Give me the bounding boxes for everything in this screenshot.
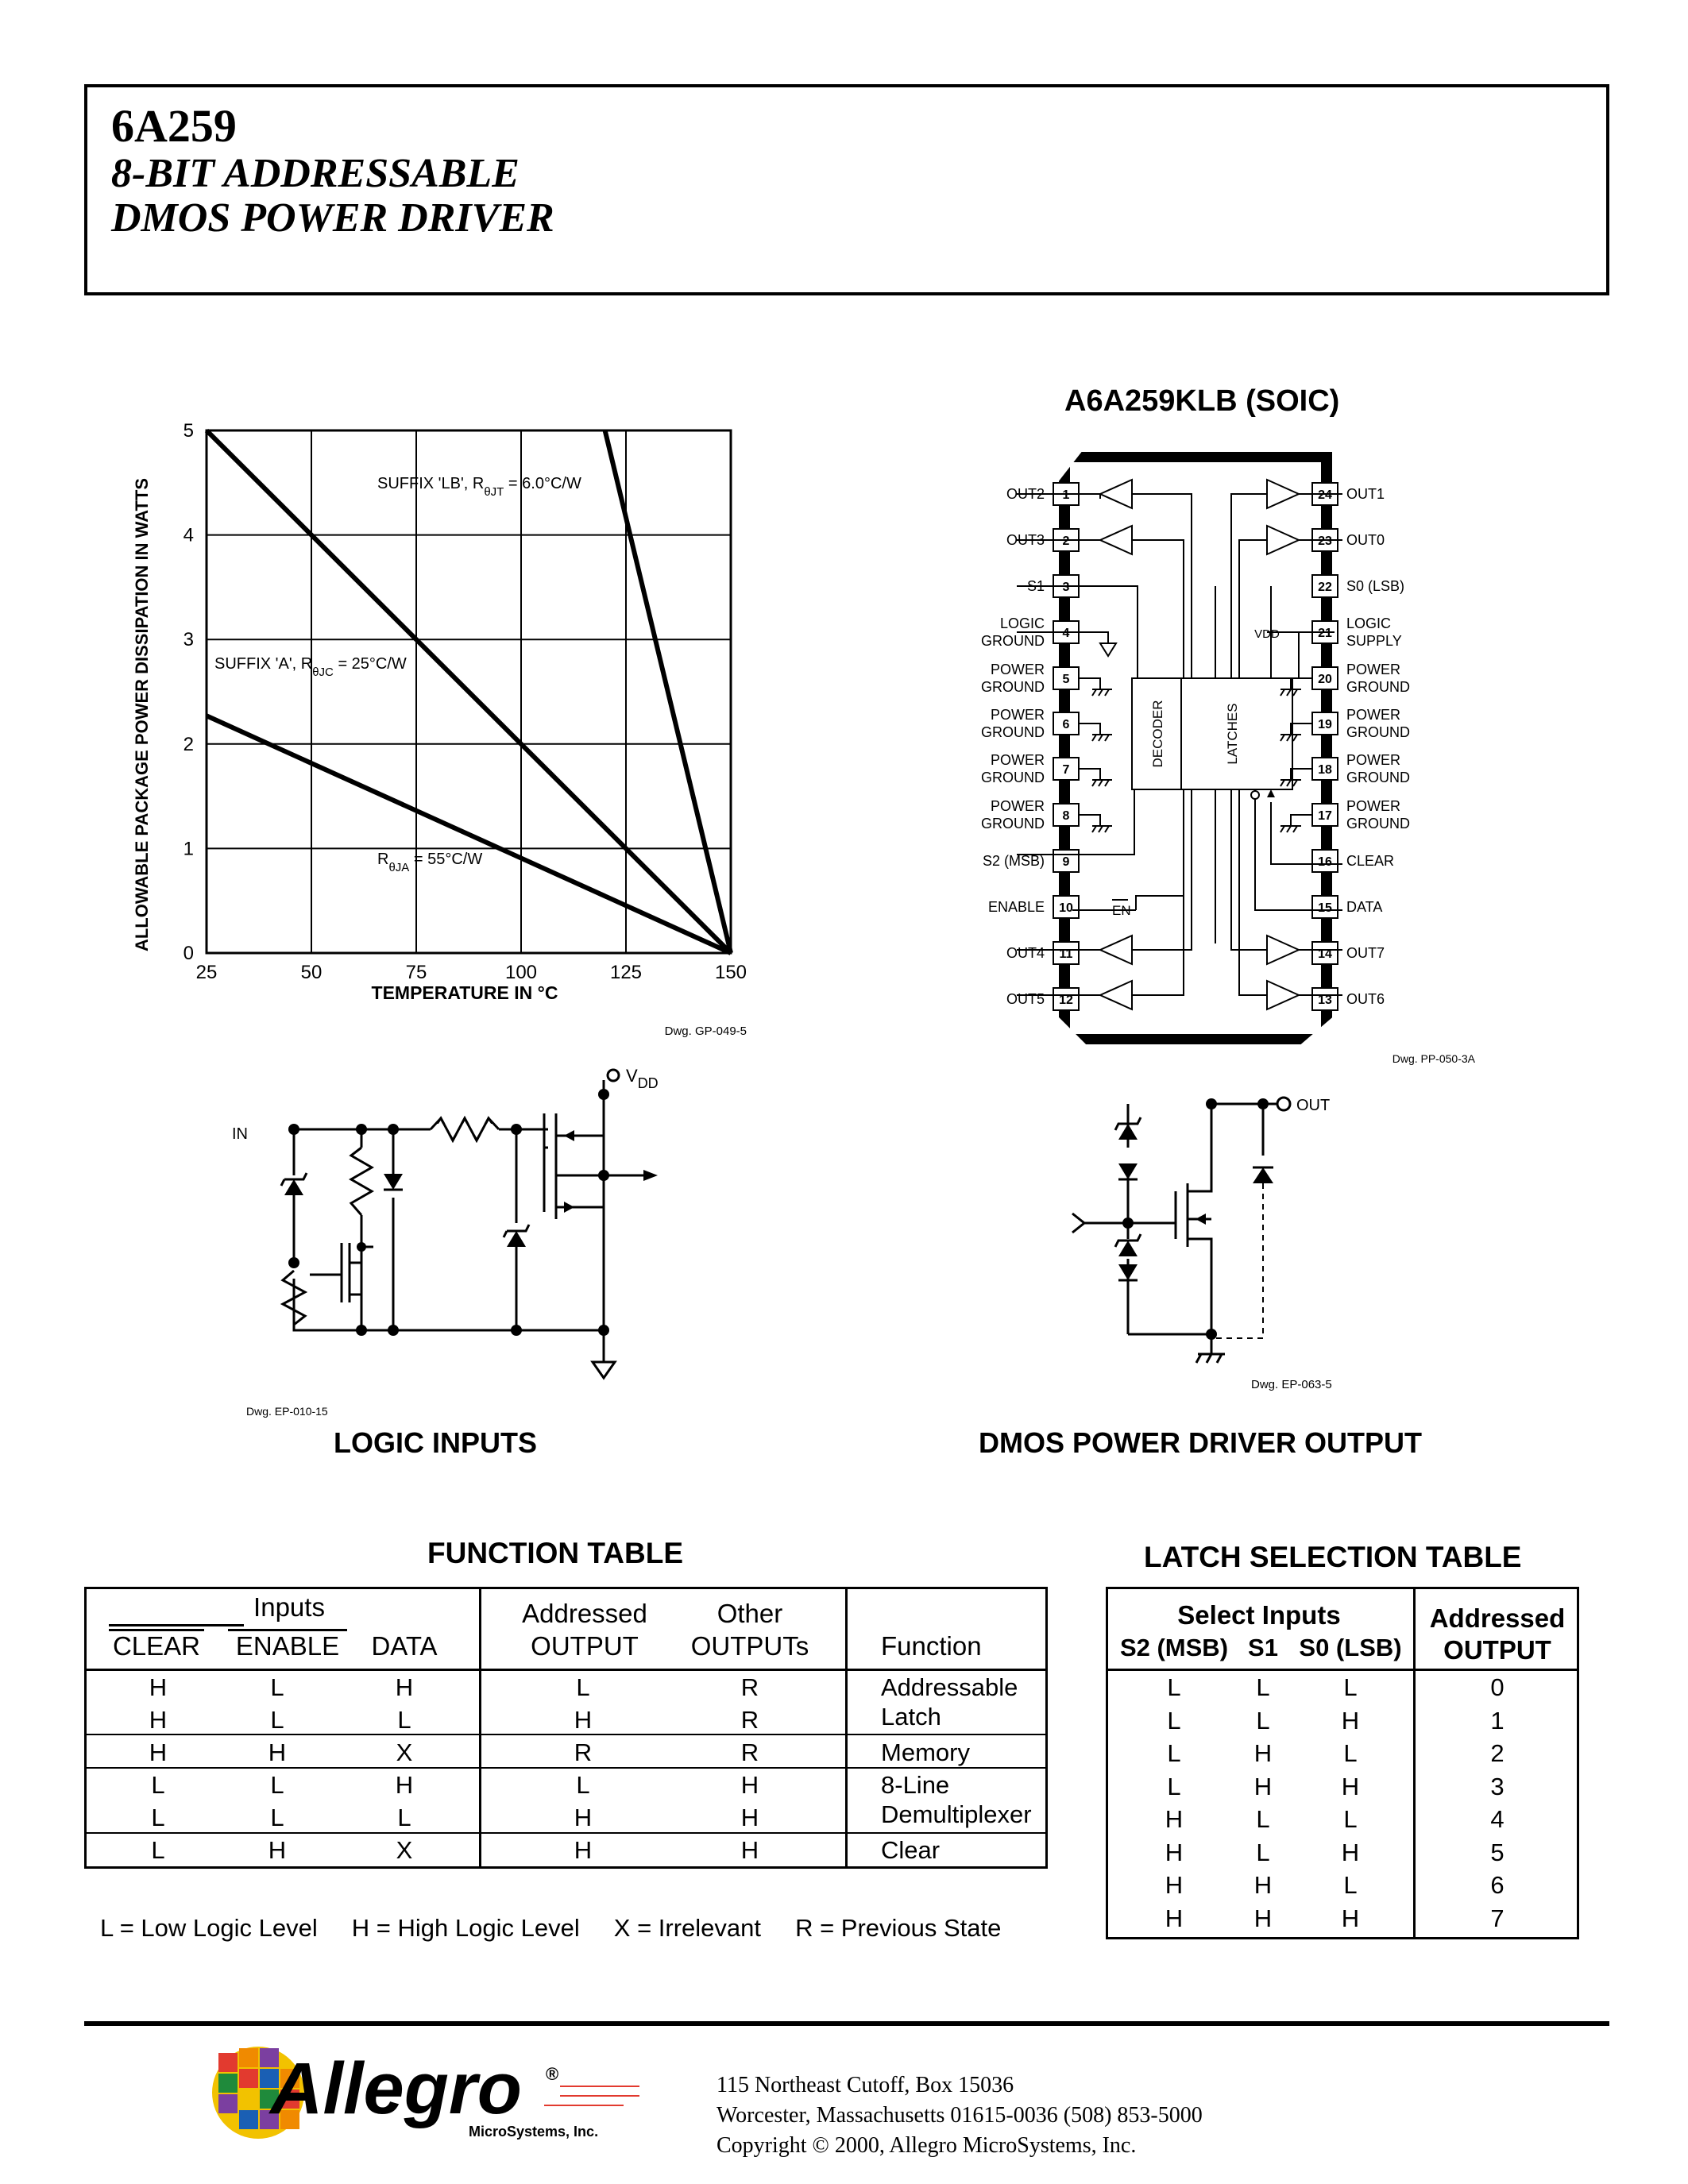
ft-col-clear: CLEAR xyxy=(109,1629,204,1661)
ft-inputs-header: Inputs xyxy=(253,1592,325,1622)
pin-number: 20 xyxy=(1318,673,1332,686)
dmos-dwg-label: Dwg. EP-063-5 xyxy=(1251,1378,1332,1391)
ft-cell: H xyxy=(740,1771,759,1799)
dmos-output-circuit xyxy=(1056,1080,1406,1398)
lt-select-header: Select Inputs xyxy=(1177,1600,1341,1630)
lt-cell: 5 xyxy=(1490,1838,1505,1866)
lt-cell: 3 xyxy=(1490,1772,1505,1800)
graph-lines xyxy=(207,430,731,953)
pin-label: LOGIC SUPPLY xyxy=(1346,615,1402,649)
pinout-title: A6A259KLB (SOIC) xyxy=(1064,384,1340,418)
pin-number: 5 xyxy=(1062,673,1070,686)
x-tick-label: 150 xyxy=(714,962,747,983)
x-tick-label: 50 xyxy=(300,962,323,983)
pin-label: OUT5 xyxy=(1006,991,1045,1007)
ft-function-cell: 8-Line xyxy=(881,1771,950,1799)
ft-cell: R xyxy=(740,1738,759,1766)
series-line-3 xyxy=(207,716,731,953)
lt-cell: H xyxy=(1165,1871,1184,1899)
y-tick-label: 1 xyxy=(183,838,194,860)
vdd-label: VDD xyxy=(1254,627,1280,641)
lt-col-out-2: OUTPUT xyxy=(1443,1635,1551,1665)
ft-cell: H xyxy=(740,1836,759,1864)
lt-cell: L xyxy=(1256,1838,1270,1866)
lt-cell: H xyxy=(1253,1904,1273,1932)
logo-text: Allegro xyxy=(270,2048,522,2129)
pin-number: 22 xyxy=(1318,581,1332,594)
vdd-label: $V_{DD}$ xyxy=(626,1066,659,1091)
ft-col-addressed-2: OUTPUT xyxy=(531,1631,639,1661)
x-tick-label: 25 xyxy=(195,962,218,983)
latch-table xyxy=(1106,1587,1579,1939)
dmos-output-title: DMOS POWER DRIVER OUTPUT xyxy=(979,1426,1423,1459)
pin-label: S0 (LSB) xyxy=(1346,578,1405,594)
address-line-1: 115 Northeast Cutoff, Box 15036 xyxy=(717,2073,1014,2097)
pin-number: 13 xyxy=(1318,994,1332,1007)
pin-number: 4 xyxy=(1062,627,1070,640)
lt-cell: 2 xyxy=(1490,1739,1505,1767)
footer-rule xyxy=(84,2021,1609,2026)
ft-cell: H xyxy=(268,1738,287,1766)
ft-cell: R xyxy=(740,1673,759,1701)
pin-label: S1 xyxy=(1026,578,1045,594)
label-lb: SUFFIX 'LB', $R_{\theta JT} = 6.0^\circ C/W$ xyxy=(377,475,581,499)
pin-number: 10 xyxy=(1059,901,1073,915)
pinout-dwg-label: Dwg. PP-050-3A xyxy=(1392,1052,1475,1065)
lt-cell: H xyxy=(1253,1739,1273,1767)
ft-cell: H xyxy=(149,1706,168,1734)
ft-cell: H xyxy=(149,1738,168,1766)
y-tick-label: 2 xyxy=(183,733,194,755)
out-label: OUT xyxy=(1296,1097,1331,1114)
lt-cell: L xyxy=(1167,1739,1181,1767)
y-tick-label: 3 xyxy=(183,629,194,651)
ft-cell: L xyxy=(270,1804,284,1831)
ft-cell: H xyxy=(395,1673,414,1701)
logic-inputs-title: LOGIC INPUTS xyxy=(334,1426,538,1459)
x-tick-label: 100 xyxy=(504,962,538,983)
ft-cell: H xyxy=(395,1771,414,1799)
ft-col-function: Function xyxy=(881,1631,982,1661)
lt-cell: L xyxy=(1256,1706,1270,1734)
ft-cell: H xyxy=(149,1673,168,1701)
part-number: 6A259 xyxy=(111,100,237,152)
lt-cell: L xyxy=(1167,1673,1181,1701)
pin-number: 7 xyxy=(1062,763,1070,777)
pin-label: ENABLE xyxy=(987,899,1045,915)
x-axis-label: TEMPERATURE IN °C xyxy=(371,982,558,1003)
logic-inputs-circuit xyxy=(222,1056,667,1430)
ft-function-cell: Memory xyxy=(881,1738,970,1766)
label-a: SUFFIX 'A', $R_{\theta JC} = 25^\circ C/W$ xyxy=(214,655,407,679)
pin-label: OUT3 xyxy=(1006,532,1045,548)
ft-cell: X xyxy=(396,1738,413,1766)
pin-number: 2 xyxy=(1062,534,1070,548)
lt-cell: H xyxy=(1253,1871,1273,1899)
pin-label: S2 (MSB) xyxy=(982,853,1045,869)
lt-cell: L xyxy=(1343,1871,1358,1899)
pin-number: 9 xyxy=(1062,855,1070,869)
x-tick-label: 125 xyxy=(609,962,643,983)
ft-cell: L xyxy=(397,1706,411,1734)
logo-sub: MicroSystems, Inc. xyxy=(469,2124,599,2140)
pin-label: POWER GROUND xyxy=(981,798,1045,832)
power-dissipation-graph xyxy=(119,405,771,1040)
ft-cell: L xyxy=(270,1771,284,1799)
y-tick-label: 0 xyxy=(183,943,194,964)
pin-number: 18 xyxy=(1318,763,1332,777)
ft-function-cell: Clear xyxy=(881,1836,941,1864)
lt-cell: H xyxy=(1165,1838,1184,1866)
lt-cell: 7 xyxy=(1490,1904,1505,1932)
lt-cell: H xyxy=(1341,1706,1360,1734)
ft-cell: H xyxy=(574,1804,593,1831)
lt-cell: L xyxy=(1343,1805,1358,1833)
lt-col-s0: S0 (LSB) xyxy=(1299,1634,1402,1661)
ft-col-enable: ENABLE xyxy=(228,1629,347,1661)
ft-cell: L xyxy=(270,1706,284,1734)
latches-label: LATCHES xyxy=(1225,703,1240,765)
ft-cell: H xyxy=(574,1836,593,1864)
lt-cell: H xyxy=(1341,1772,1360,1800)
lt-col-out-1: Addressed xyxy=(1429,1603,1566,1633)
pin-number: 12 xyxy=(1059,994,1073,1007)
lt-cell: H xyxy=(1341,1904,1360,1932)
title-line-2: DMOS POWER DRIVER xyxy=(111,195,554,241)
pinout-diagram xyxy=(953,435,1477,1071)
pin-number: 6 xyxy=(1062,718,1070,731)
pin-label: OUT0 xyxy=(1346,532,1385,548)
x-tick-label: 75 xyxy=(405,962,427,983)
pin-label: DATA xyxy=(1346,899,1383,915)
lt-cell: 4 xyxy=(1490,1805,1505,1833)
title-line-1: 8-BIT ADDRESSABLE xyxy=(111,151,520,196)
allegro-logo xyxy=(211,2037,663,2148)
y-tick-label: 4 xyxy=(183,524,194,546)
ft-cell: H xyxy=(574,1706,593,1734)
pin-number: 21 xyxy=(1318,627,1332,640)
lt-cell: L xyxy=(1343,1739,1358,1767)
ft-cell: L xyxy=(576,1673,590,1701)
pin-number: 24 xyxy=(1318,488,1332,502)
function-table xyxy=(84,1587,1048,1869)
series-line-1 xyxy=(605,430,731,953)
lt-cell: 1 xyxy=(1490,1706,1505,1734)
pin-label: OUT1 xyxy=(1346,486,1385,502)
pin-number: 1 xyxy=(1062,488,1070,502)
ft-function-cell: Addressable xyxy=(881,1673,1018,1701)
pin-label: POWER GROUND xyxy=(1346,798,1410,832)
pin-label: OUT7 xyxy=(1346,945,1385,961)
pin-label: OUT6 xyxy=(1346,991,1385,1007)
lt-col-s2: S2 (MSB) xyxy=(1119,1634,1229,1661)
graph-dwg-label: Dwg. GP-049-5 xyxy=(664,1024,747,1038)
en-label: EN xyxy=(1112,903,1131,918)
ft-cell: H xyxy=(740,1804,759,1831)
pin-label: OUT2 xyxy=(1006,486,1045,502)
lt-cell: L xyxy=(1256,1673,1270,1701)
pin-number: 11 xyxy=(1059,947,1073,961)
pin-label: CLEAR xyxy=(1346,853,1395,869)
logic-dwg-label: Dwg. EP-010-15 xyxy=(246,1405,328,1418)
pin-label: POWER GROUND xyxy=(1346,707,1410,740)
pin-label: OUT4 xyxy=(1006,945,1045,961)
pin-number: 16 xyxy=(1318,855,1332,869)
pin-label: POWER GROUND xyxy=(1346,662,1410,695)
pin-number: 17 xyxy=(1318,809,1332,823)
pin-label: POWER GROUND xyxy=(981,662,1045,695)
ft-col-data: DATA xyxy=(371,1631,438,1661)
ft-cell: L xyxy=(576,1771,590,1799)
pin-number: 19 xyxy=(1318,718,1332,731)
lt-cell: H xyxy=(1341,1838,1360,1866)
copyright: Copyright © 2000, Allegro MicroSystems, Inc. xyxy=(717,2133,1137,2158)
ft-col-addressed-1: Addressed xyxy=(522,1599,647,1628)
ft-function-cell: Latch xyxy=(881,1703,941,1731)
y-axis-label: ALLOWABLE PACKAGE POWER DISSIPATION IN WATTS xyxy=(132,477,152,952)
decoder-label: DECODER xyxy=(1150,700,1165,768)
pin-number: 14 xyxy=(1318,947,1332,961)
function-table-title: FUNCTION TABLE xyxy=(427,1537,683,1569)
lt-cell: H xyxy=(1165,1904,1184,1932)
lt-cell: H xyxy=(1253,1772,1273,1800)
title-box xyxy=(84,84,1609,295)
ft-cell: H xyxy=(268,1836,287,1864)
ft-cell: L xyxy=(397,1804,411,1831)
logo-reg: ® xyxy=(546,2064,559,2084)
label-ja: $R_{\theta JA} = 55^\circ C/W$ xyxy=(377,851,483,874)
ft-function-cell: Demultiplexer xyxy=(881,1800,1032,1828)
pin-label: POWER GROUND xyxy=(981,707,1045,740)
lt-cell: H xyxy=(1165,1805,1184,1833)
ft-cell: R xyxy=(574,1738,593,1766)
lt-cell: L xyxy=(1343,1673,1358,1701)
ft-col-other-1: Other xyxy=(717,1599,783,1628)
ft-cell: R xyxy=(740,1706,759,1734)
lt-cell: L xyxy=(1256,1805,1270,1833)
in-label: IN xyxy=(232,1125,248,1143)
ft-col-other-2: OUTPUTs xyxy=(690,1631,809,1661)
ft-cell: L xyxy=(270,1673,284,1701)
lt-col-s1: S1 xyxy=(1248,1634,1278,1661)
lt-cell: L xyxy=(1167,1706,1181,1734)
pin-label: POWER GROUND xyxy=(1346,752,1410,785)
pin-number: 23 xyxy=(1318,534,1332,548)
lt-cell: 6 xyxy=(1490,1871,1505,1899)
pin-label: POWER GROUND xyxy=(981,752,1045,785)
function-table-legend: L = Low Logic Level H = High Logic Level X = Irrelevant R = Previous State xyxy=(100,1914,1002,1942)
ft-cell: L xyxy=(151,1804,165,1831)
lt-cell: L xyxy=(1167,1772,1181,1800)
lt-cell: 0 xyxy=(1490,1673,1505,1701)
ft-cell: L xyxy=(151,1836,165,1864)
series-line-2 xyxy=(207,430,731,953)
ft-cell: X xyxy=(396,1836,413,1864)
pin-number: 8 xyxy=(1062,809,1070,823)
y-tick-label: 5 xyxy=(183,420,194,442)
latch-table-title: LATCH SELECTION TABLE xyxy=(1144,1541,1522,1573)
pin-number: 15 xyxy=(1318,901,1332,915)
graph-ticks xyxy=(183,420,747,983)
pin-label: LOGIC GROUND xyxy=(981,615,1045,649)
ft-cell: L xyxy=(151,1771,165,1799)
pin-number: 3 xyxy=(1062,581,1070,594)
address-line-2: Worcester, Massachusetts 01615-0036 (508) 853-5000 xyxy=(717,2103,1203,2128)
